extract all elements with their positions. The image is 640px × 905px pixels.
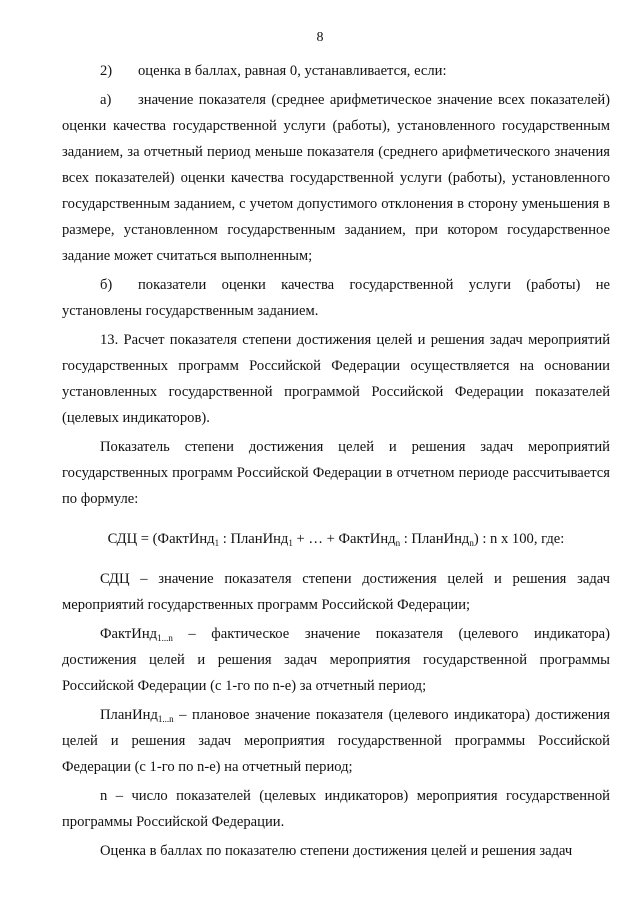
document-body: [62, 58, 610, 864]
list-marker: б): [100, 277, 113, 293]
list-item-text: значение показателя (среднее арифметическое значение всех показателей) оценки качества государственной услуги (работы), установленного государственным заданием, за отчетный период меньше показателя (среднего арифметического значения всех показателей) оценки качества государственной услуги (работы), установленного государственным заданием, с учетом допустимого отклонения в сторону уменьшения в размере, установленном государственным заданием, при котором государственное задание может считаться выполненным;: [62, 92, 610, 264]
list-item-text: показатели оценки качества государственной услуги (работы) не установлены государственным заданием.: [62, 277, 610, 319]
definition-n: n – число показателей (целевых индикаторов) мероприятия государственной программы Российской Федерации.: [62, 788, 610, 830]
paragraph-formula-intro: Показатель степени достижения целей и решения задач мероприятий государственных программ Российской Федерации в отчетном периоде рассчитывается по формуле:: [62, 439, 610, 507]
list-marker: 2): [100, 63, 113, 79]
list-marker: а): [100, 92, 112, 108]
definition-plan-ind: ПланИнд$_{1...n}$ – плановое значение показателя (целевого индикатора) достижения целей и решения задач мероприятия государственной программы Российской Федерации (с 1-го по n-е) на отчетный период;: [62, 707, 610, 775]
list-item-2: [62, 58, 610, 84]
paragraph-last: Оценка в баллах по показателю степени достижения целей и решения задач: [100, 843, 573, 859]
page-number: 8: [316, 30, 324, 45]
paragraph-13: 13. Расчет показателя степени достижения целей и решения задач мероприятий государственных программ Российской Федерации осуществляется на основании установленных государственной программой Российской Федерации показателей (целевых индикаторов).: [62, 332, 610, 426]
list-item-b: [62, 272, 610, 324]
list-item-a: [62, 87, 610, 269]
definition-fakt-ind: ФактИнд$_{1...n}$ – фактическое значение показателя (целевого индикатора) достижения целей и решения задач мероприятия государственной программы Российской Федерации (с 1-го по n-е) за отчетный период;: [62, 626, 610, 694]
definition-sdc: СДЦ – значение показателя степени достижения целей и решения задач мероприятий государственных программ Российской Федерации;: [62, 571, 610, 613]
list-item-text: оценка в баллах, равная 0, устанавливается, если:: [138, 63, 447, 79]
formula: СДЦ = (ФактИнд$_1$ : ПланИнд$_1$ + … + ФактИнд$_n$ : ПланИнд$_n$) : n x 100, где:: [107, 531, 565, 548]
